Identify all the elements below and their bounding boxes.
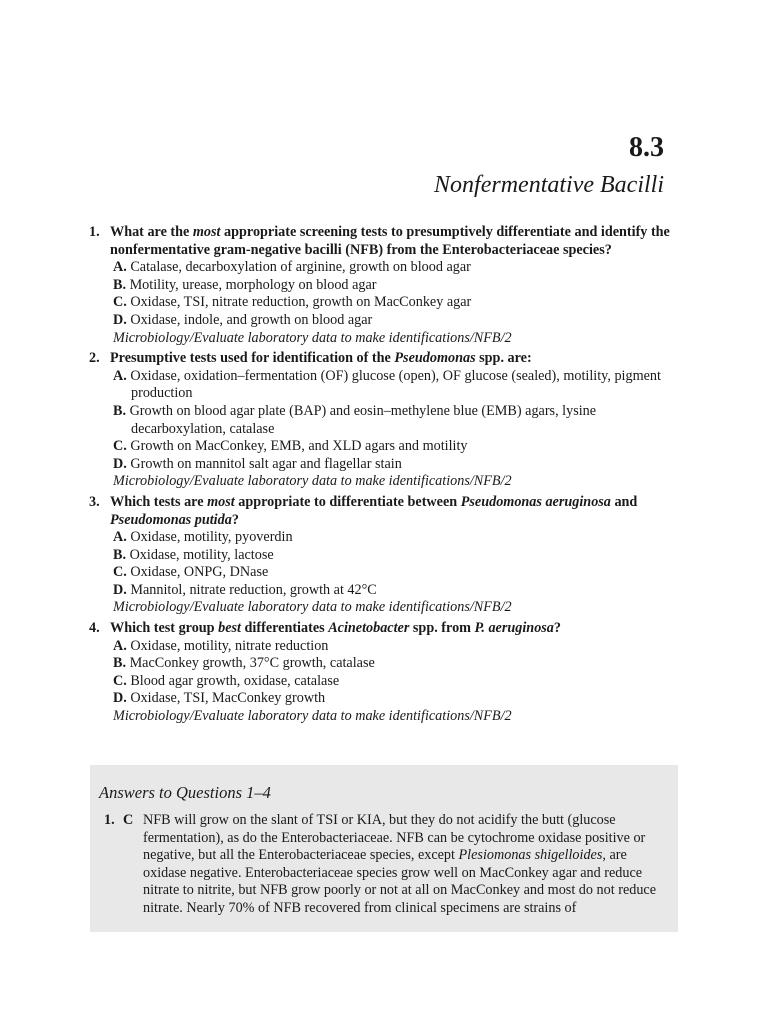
stem-text: Presumptive tests used for identification of the [110,350,395,367]
stem-text: Which tests are [110,493,208,510]
option-b [89,655,679,673]
stem-text: ? [553,620,561,637]
option-letter: B. [113,276,127,293]
taxonomy-line: Microbiology/Evaluate laboratory data to make identifications/NFB/2 [113,473,512,490]
answer-letter: C [123,812,134,828]
chapter-number: 8.3 [629,132,664,163]
question-number: 2. [89,350,100,367]
option-letter: C. [113,672,127,689]
option-text: Oxidase, motility, pyoverdin [130,529,293,546]
stem-emphasis: most [192,224,221,240]
stem-text: differentiates [240,620,329,637]
stem-emphasis: best [218,620,241,637]
option-a [89,259,679,277]
option-b [89,403,679,438]
stem-emphasis: most [207,493,235,510]
option-text: Growth on MacConkey, EMB, and XLD agars and motility [130,438,468,455]
option-letter: D. [113,690,127,707]
option-letter: C. [113,294,127,311]
option-c [89,673,679,691]
option-letter: A. [113,637,127,654]
stem-text: and [610,493,638,510]
stem-text: spp. are: [475,350,532,367]
stem-emphasis: Pseudomonas putida [110,511,232,528]
option-letter: C. [113,564,127,581]
option-text: Oxidase, indole, and growth on blood agar [130,311,373,328]
option-letter: C. [113,438,127,455]
answer-number: 1. [104,812,115,828]
option-a [89,529,679,547]
option-letter: B. [113,402,127,419]
option-text: Oxidase, motility, lactose [129,546,274,563]
answers-title: Answers to Questions 1–4 [99,783,271,802]
option-text: Oxidase, motility, nitrate reduction [130,637,329,654]
option-d [89,582,679,600]
question-number: 3. [89,493,100,510]
option-c [89,438,679,456]
answers-panel [90,765,678,932]
stem-text: appropriate screening tests to presumptively differentiate and identify the nonfermentative gram-negative bacilli (NFB) from the Enterobacteriaceae species? [110,224,670,258]
question-stem [89,620,679,638]
option-letter: B. [113,655,127,672]
question-stem [89,350,679,368]
question-list [89,224,679,729]
answer-emphasis: Plesiomonas shigelloides [458,847,603,864]
option-text: Catalase, decarboxylation of arginine, growth on blood agar [130,259,471,276]
option-letter: A. [113,367,127,384]
answer-text: , are oxidase negative. Enterobacteriaceae species grow well on MacConkey agar and reduce nitrate to nitrite, but NFB grow poorly or not at all on MacConkey and most do not reduce nitrate. Nearly 70% of NFB recovered from clinical specimens are strains of [143,847,657,916]
stem-emphasis: Acinetobacter [328,620,410,637]
option-text: Oxidase, TSI, MacConkey growth [130,690,326,707]
option-b [89,547,679,565]
option-d [89,456,679,474]
option-letter: B. [113,546,127,563]
option-a [89,368,679,403]
option-a [89,638,679,656]
option-letter: D. [113,581,127,598]
option-letter: D. [113,311,127,328]
question-1 [89,224,679,347]
stem-text: ? [231,511,239,528]
stem-emphasis: Pseudomonas [394,350,476,367]
option-d [89,690,679,708]
option-d [89,312,679,330]
question-number: 4. [89,620,100,637]
question-4 [89,620,679,726]
question-2 [89,350,679,491]
answer-1 [104,812,670,918]
option-text: MacConkey growth, 37°C growth, catalase [129,655,375,672]
option-text: Motility, urease, morphology on blood agar [129,276,377,293]
answer-text: NFB will grow on the slant of TSI or KIA, but they do not acidify the butt (glucose fermentation), as do the Enterobacteriaceae. NFB can be cytochrome oxidase positive or negative, but all the Enterobacteriaceae species, except [143,812,646,864]
option-text: Oxidase, TSI, nitrate reduction, growth on MacConkey agar [130,294,472,311]
stem-text: What are the [110,224,193,240]
option-letter: A. [113,529,127,546]
question-3 [89,494,679,617]
option-letter: A. [113,259,127,276]
option-b [89,277,679,295]
taxonomy-line: Microbiology/Evaluate laboratory data to make identifications/NFB/2 [113,329,512,346]
stem-text: spp. from [409,620,475,637]
option-text: Oxidase, ONPG, DNase [130,564,269,581]
stem-text: Which test group [110,620,219,637]
question-stem [89,224,679,259]
stem-emphasis: Pseudomonas aeruginosa [460,493,611,510]
taxonomy-line: Microbiology/Evaluate laboratory data to make identifications/NFB/2 [113,708,512,725]
question-stem [89,494,679,529]
chapter-title: Nonfermentative Bacilli [434,172,664,198]
option-text: Growth on mannitol salt agar and flagellar stain [130,455,402,472]
option-text: Blood agar growth, oxidase, catalase [130,672,340,689]
option-letter: D. [113,455,127,472]
stem-text: appropriate to differentiate between [234,493,461,510]
option-text: Mannitol, nitrate reduction, growth at 42°C [130,581,377,598]
question-number: 1. [89,224,100,240]
option-c [89,564,679,582]
option-text: Growth on blood agar plate (BAP) and eosin–methylene blue (EMB) agars, lysine decarboxylation, catalase [129,402,597,437]
option-text: Oxidase, oxidation–fermentation (OF) glucose (open), OF glucose (sealed), motility, pigment production [130,367,661,402]
taxonomy-line: Microbiology/Evaluate laboratory data to make identifications/NFB/2 [113,599,512,616]
option-c [89,294,679,312]
stem-emphasis: P. aeruginosa [474,620,554,637]
